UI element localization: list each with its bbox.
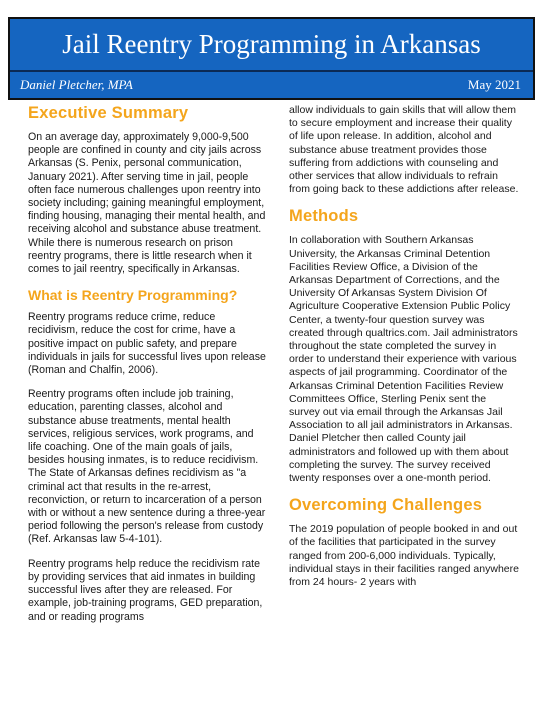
left-column <box>28 104 266 635</box>
heading-executive-summary: Executive Summary <box>28 104 189 122</box>
reentry-paragraph-1: Reentry programs reduce crime, reduce recidivism, reduce the cost for crime, have a positive impact on public safety, and prepare individuals in jails for successful lives upon release (Roman and Chalfin, 2006). <box>28 311 266 377</box>
heading-overcoming-challenges: Overcoming Challenges <box>289 496 483 515</box>
executive-summary-paragraph: On an average day, approximately 9,000-9,500 people are confined in county and city jails across Arkansas (S. Penix, personal communication, January 2021). After serving time in jail, people often face numerous challenges upon reentry into society including; gaining meaningful employment, finding housing, managing their mental health, and receiving alcohol and substance abuse treatment. While there is numerous research on prison reentry programs, there is little research when it comes to jail reentry, specifically in Arkansas. <box>28 131 266 276</box>
heading-methods: Methods <box>289 207 359 226</box>
methods-paragraph: In collaboration with Southern Arkansas University, the Arkansas Criminal Detention Facilities Review Office, a Division of the Arkansas Department of Corrections, and the University Of Arkansas System Division Of Agriculture Cooperative Extension Public Policy Center, a twenty-four question survey was created through qualtrics.com. Jail administrators throughout the state completed the survey in order to understand their experience with various aspects of jail programming. Coordinator of the Arkansas Criminal Detention Facilities Review Committees Office, Sterling Penix sent the survey out via email through the Arkansas Jail Association to all jail administrators in Arkansas. Daniel Pletcher then called County jail administrators and followed up with them about completing the survey. The survey received twenty responses over a one-month period. <box>289 234 518 485</box>
page-title: Jail Reentry Programming in Arkansas <box>62 29 481 59</box>
heading-what-is-reentry: What is Reentry Programming? <box>28 287 238 304</box>
author-name: Daniel Pletcher, MPA <box>20 77 133 92</box>
header-divider <box>10 70 533 72</box>
publication-date: May 2021 <box>467 77 521 92</box>
challenges-paragraph: The 2019 population of people booked in and out of the facilities that participated in the survey ranged from 200-6,000 individuals. Typically, individual stays in their facilities ranged anywhere from 24 hours- 2 years with <box>289 523 519 589</box>
header-banner <box>8 17 535 100</box>
reentry-paragraph-3: Reentry programs help reduce the recidivism rate by providing services that aid inmates in building successful lives after they are released. For example, job-training programs, GED preparation, and or reading programs <box>28 557 263 623</box>
reentry-paragraph-2: Reentry programs often include job training, education, parenting classes, alcohol and substance abuse treatments, mental health services, religious services, work programs, and life coaching. One of the main goals of jails, besides housing inmates, is to reduce recidivism. The State of Arkansas defines recidivism as "a criminal act that results in the re-arrest, reconviction, or return to incarceration of a person with or without a new sentence during a three-year period following the person's release from custody (Ref. Arkansas law 5-4-101). <box>28 388 266 546</box>
reentry-paragraph-3-continued: allow individuals to gain skills that will allow them to secure employment and increase their quality of life upon release. In addition, alcohol and substance abuse treatment provides those suffering from addictions with counseling and other services that allow individuals to refrain from going back to these addictions after release. <box>289 104 519 196</box>
right-column <box>289 104 519 600</box>
